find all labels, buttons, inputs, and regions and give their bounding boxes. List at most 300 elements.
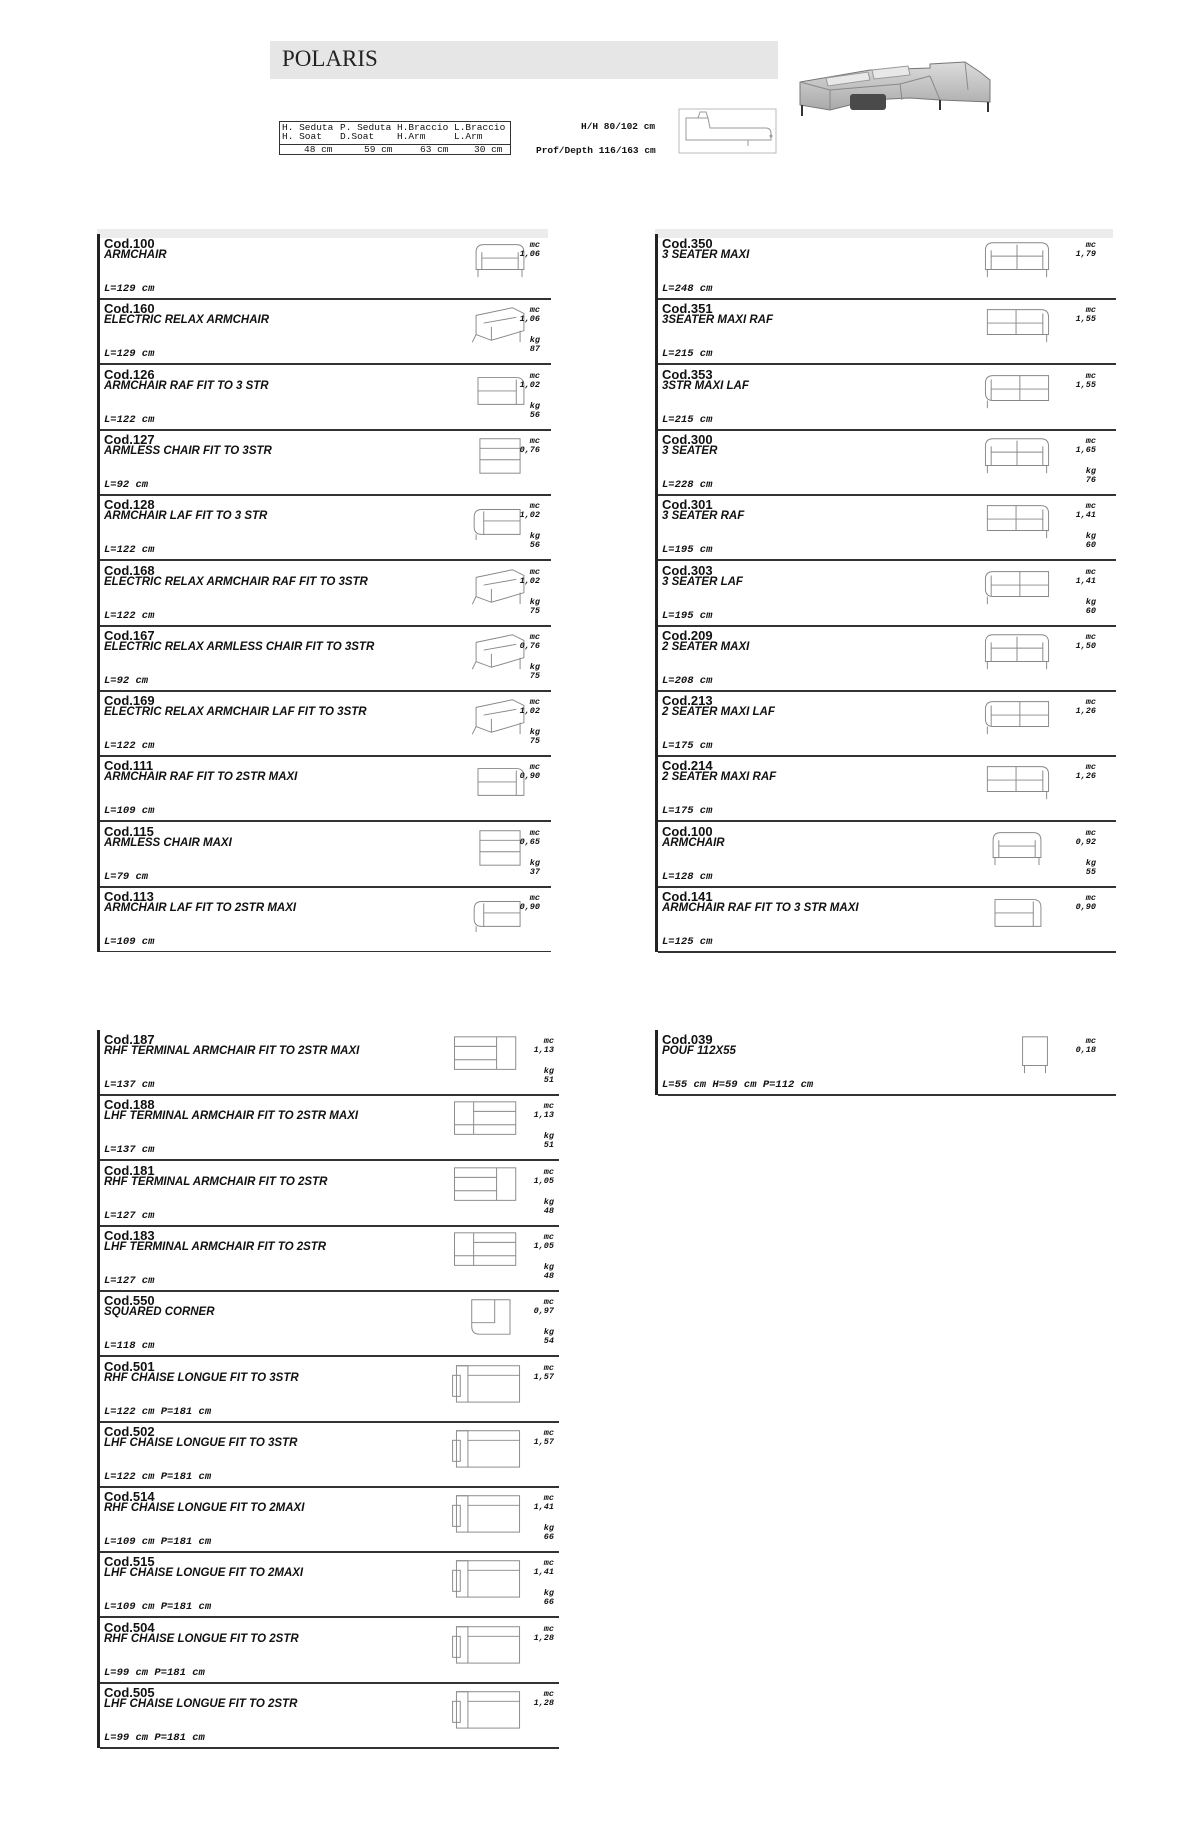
item-dimensions: L=129 cm (104, 348, 155, 361)
mc-value: 0,18 (1075, 1045, 1096, 1055)
spec-value-seat-depth: 59 cm (364, 144, 393, 155)
mc-label: mc (543, 1362, 554, 1373)
volume-mc (514, 1037, 554, 1055)
catalog-row (100, 365, 551, 431)
mc-value: 0,90 (1075, 902, 1096, 912)
mc-value: 1,55 (1075, 314, 1096, 325)
item-dimensions: L=215 cm (662, 348, 713, 361)
item-dimensions: L=175 cm (662, 740, 713, 753)
mc-value: 1,06 (519, 314, 540, 325)
item-dimensions: L=122 cm P=181 cm (104, 1405, 212, 1418)
item-code: Cod.181 (104, 1162, 155, 1178)
sofa-laf-drawing-icon (978, 564, 1056, 608)
item-dimensions: L=125 cm (662, 936, 713, 948)
side-profile-drawing (678, 108, 778, 154)
sofa-raf-drawing-icon (978, 498, 1056, 542)
catalog-row (658, 430, 1116, 496)
volume-mc (500, 763, 540, 781)
weight-kg (500, 924, 540, 933)
kg-label: kg (543, 1131, 554, 1142)
item-code: Cod.126 (104, 366, 155, 382)
mc-value: 0,92 (1075, 836, 1096, 847)
volume-mc (500, 372, 540, 390)
height-dimension: H/H 80/102 cm (581, 121, 656, 132)
weight-kg (514, 1720, 554, 1729)
mc-value: 0,76 (519, 640, 540, 651)
item-description: SQUARED CORNER (104, 1306, 215, 1319)
weight-kg (1056, 271, 1096, 280)
weight-kg (500, 467, 540, 476)
item-dimensions: L=109 cm P=181 cm (104, 1536, 212, 1549)
item-description: ELECTRIC RELAX ARMCHAIR LAF FIT TO 3STR (104, 706, 367, 719)
volume-mc (514, 1298, 554, 1316)
mc-label: mc (543, 1623, 554, 1634)
weight-kg (514, 1328, 554, 1346)
raf-drawing-icon (978, 890, 1056, 934)
item-description: 3SEATER MAXI RAF (662, 314, 773, 327)
weight-kg (1056, 793, 1096, 802)
item-description: ARMCHAIR RAF FIT TO 3 STR MAXI (662, 902, 859, 914)
weight-kg (500, 402, 540, 420)
weight-kg (1056, 402, 1096, 411)
mc-value: 1,02 (519, 706, 540, 717)
depth-dimension: Prof/Depth 116/163 cm (536, 145, 656, 156)
mc-label: mc (1085, 893, 1096, 903)
weight-kg (514, 1263, 554, 1281)
weight-kg (514, 1067, 554, 1085)
weight-kg (500, 859, 540, 877)
item-dimensions: L=137 cm (104, 1144, 155, 1157)
item-dimensions: L=208 cm (662, 674, 713, 687)
item-code: Cod.213 (662, 693, 713, 709)
spec-col1-en: H. Soat (282, 131, 322, 142)
mc-label: mc (1085, 1036, 1096, 1046)
mc-label: mc (1085, 435, 1096, 446)
spec-value-seat-height: 48 cm (304, 144, 333, 155)
kg-label: kg (1085, 465, 1096, 476)
volume-mc (1056, 502, 1096, 520)
sofa-drawing-icon (978, 433, 1056, 477)
catalog-row (100, 1683, 559, 1749)
sofa-raf-drawing-icon (978, 759, 1056, 803)
spec-col3-it: H.Braccio (397, 122, 449, 133)
mc-value: 0,65 (519, 836, 540, 847)
item-code: Cod.550 (104, 1293, 155, 1309)
column-pouf (655, 1030, 1116, 1095)
weight-kg (1056, 336, 1096, 345)
weight-kg (514, 1459, 554, 1468)
item-code: Cod.353 (662, 366, 713, 382)
catalog-row (100, 756, 551, 822)
kg-value: 75 (529, 605, 540, 616)
catalog-row (658, 495, 1116, 561)
spec-col2-en: D.Soat (340, 131, 375, 142)
item-dimensions: L=122 cm (104, 609, 155, 622)
item-description: 2 SEATER MAXI (662, 640, 750, 653)
volume-mc (1056, 633, 1096, 651)
item-dimensions: L=109 cm (104, 805, 155, 818)
volume-mc (1056, 829, 1096, 847)
item-code: Cod.167 (104, 627, 155, 643)
item-code: Cod.100 (662, 823, 713, 839)
item-dimensions: L=248 cm (662, 283, 713, 295)
item-description: 2 SEATER MAXI LAF (662, 706, 775, 719)
sofa-drawing-icon (978, 629, 1056, 673)
item-dimensions: L=129 cm (104, 283, 155, 295)
kg-value: 66 (543, 1597, 554, 1608)
item-code: Cod.127 (104, 431, 155, 447)
item-code: Cod.502 (104, 1423, 155, 1439)
mc-label: mc (529, 893, 540, 903)
volume-mc (514, 1625, 554, 1643)
catalog-row (100, 822, 551, 888)
kg-label: kg (543, 1523, 554, 1534)
kg-value: 75 (529, 736, 540, 747)
mc-value: 1,41 (1075, 510, 1096, 521)
catalog-row (658, 887, 1116, 953)
volume-mc (514, 1168, 554, 1186)
weight-kg (514, 1589, 554, 1607)
mc-value: 1,41 (1075, 575, 1096, 586)
volume-mc (1056, 568, 1096, 586)
mc-label: mc (1085, 305, 1096, 316)
item-code: Cod.113 (104, 889, 154, 904)
catalog-row (100, 495, 551, 561)
sofa-laf-drawing-icon (978, 694, 1056, 738)
weight-kg (1056, 532, 1096, 550)
item-dimensions: L=137 cm (104, 1079, 155, 1091)
item-code: Cod.501 (104, 1358, 155, 1374)
mc-label: mc (543, 1427, 554, 1438)
kg-value: 76 (1085, 474, 1096, 485)
catalog-row (658, 234, 1116, 300)
item-code: Cod.300 (662, 431, 713, 447)
spec-values (280, 144, 510, 155)
kg-value: 54 (543, 1336, 554, 1347)
sofa-drawing-icon (978, 237, 1056, 281)
kg-value: 75 (529, 670, 540, 681)
volume-mc (500, 306, 540, 324)
mc-label: mc (543, 1493, 554, 1504)
weight-kg (514, 1524, 554, 1542)
weight-kg (514, 1655, 554, 1664)
mc-label: mc (543, 1297, 554, 1308)
catalog-row (658, 561, 1116, 627)
mc-label: mc (529, 631, 540, 642)
mc-value: 1,55 (1075, 379, 1096, 390)
volume-mc (1056, 241, 1096, 259)
mc-label: mc (529, 827, 540, 838)
mc-value: 1,57 (533, 1371, 554, 1382)
mc-value: 0,90 (519, 771, 540, 782)
item-description: ARMCHAIR RAF FIT TO 2STR MAXI (104, 771, 298, 784)
item-description: LHF CHAISE LONGUE FIT TO 2STR (104, 1698, 298, 1710)
item-description: RHF TERMINAL ARMCHAIR FIT TO 2STR (104, 1175, 328, 1188)
volume-mc (500, 241, 540, 259)
kg-value: 48 (543, 1270, 554, 1281)
weight-kg (1056, 663, 1096, 672)
volume-mc (514, 1494, 554, 1512)
weight-kg (500, 271, 540, 280)
catalog-row (100, 1422, 559, 1488)
item-code: Cod.188 (104, 1097, 155, 1113)
volume-mc (500, 502, 540, 520)
item-description: LHF CHAISE LONGUE FIT TO 3STR (104, 1436, 298, 1449)
item-code: Cod.214 (662, 758, 713, 774)
mc-value: 1,28 (533, 1698, 554, 1708)
kg-value: 66 (543, 1532, 554, 1543)
item-description: RHF CHAISE LONGUE FIT TO 2STR (104, 1632, 299, 1645)
volume-mc (500, 829, 540, 847)
title-band (270, 41, 778, 79)
spec-col4-en: L.Arm (454, 131, 483, 142)
kg-value: 56 (529, 540, 540, 551)
mc-value: 1,02 (519, 575, 540, 586)
catalog-row (658, 756, 1116, 822)
catalog-row (100, 561, 551, 627)
mc-label: mc (1085, 762, 1096, 773)
item-code: Cod.515 (104, 1554, 155, 1570)
mc-value: 1,41 (533, 1502, 554, 1513)
mc-value: 1,13 (533, 1045, 554, 1055)
mc-value: 0,76 (519, 444, 540, 455)
weight-kg (1056, 859, 1096, 877)
volume-mc (1056, 894, 1096, 912)
column-armchairs (97, 234, 551, 952)
mc-label: mc (529, 697, 540, 708)
volume-mc (1056, 306, 1096, 324)
item-description: LHF TERMINAL ARMCHAIR FIT TO 2STR (104, 1240, 327, 1253)
mc-value: 1,57 (533, 1436, 554, 1447)
catalog-row (100, 691, 551, 757)
kg-label: kg (1085, 596, 1096, 607)
mc-label: mc (529, 435, 540, 446)
item-dimensions: L=55 cm H=59 cm P=112 cm (662, 1079, 814, 1091)
catalog-row (100, 1030, 559, 1096)
item-description: LHF TERMINAL ARMCHAIR FIT TO 2STR MAXI (104, 1110, 359, 1123)
mc-label: mc (543, 1689, 554, 1699)
item-dimensions: L=99 cm P=181 cm (104, 1666, 205, 1679)
page-title: POLARIS (282, 46, 378, 71)
kg-label: kg (529, 400, 540, 411)
mc-label: mc (529, 566, 540, 577)
catalog-row (100, 887, 551, 952)
mc-value: 1,26 (1075, 771, 1096, 782)
spec-value-arm-width: 30 cm (474, 144, 503, 155)
sofa-raf-drawing-icon (978, 302, 1056, 346)
mc-value: 1,06 (519, 249, 540, 259)
volume-mc (514, 1102, 554, 1120)
item-dimensions: L=109 cm (104, 936, 155, 948)
catalog-row (658, 626, 1116, 692)
catalog-row (100, 1357, 559, 1423)
mc-value: 1,28 (533, 1632, 554, 1643)
spec-col4-it: L.Braccio (454, 122, 506, 133)
weight-kg (1056, 598, 1096, 616)
mc-label: mc (1085, 697, 1096, 708)
item-description: 3 SEATER RAF (662, 510, 745, 523)
mc-label: mc (1085, 631, 1096, 642)
item-code: Cod.350 (662, 236, 713, 251)
item-description: ARMLESS CHAIR FIT TO 3STR (104, 444, 272, 457)
kg-value: 37 (529, 866, 540, 877)
kg-label: kg (529, 727, 540, 738)
volume-mc (500, 633, 540, 651)
item-description: 3 SEATER (662, 444, 718, 457)
volume-mc (514, 1429, 554, 1447)
mc-value: 1,02 (519, 379, 540, 390)
item-description: ELECTRIC RELAX ARMLESS CHAIR FIT TO 3STR (104, 640, 375, 653)
mc-value: 1,65 (1075, 444, 1096, 455)
kg-label: kg (1085, 531, 1096, 542)
catalog-row (658, 822, 1116, 888)
spec-col3-en: H.Arm (397, 131, 426, 142)
mc-label: mc (529, 370, 540, 381)
mc-label: mc (529, 501, 540, 512)
mc-value: 1,13 (533, 1110, 554, 1121)
mc-value: 1,41 (533, 1567, 554, 1578)
item-dimensions: L=92 cm (104, 478, 149, 491)
item-description: ARMCHAIR RAF FIT TO 3 STR (104, 379, 269, 392)
item-dimensions: L=109 cm P=181 cm (104, 1601, 212, 1614)
mc-value: 1,05 (533, 1240, 554, 1251)
sofa-laf-drawing-icon (978, 368, 1056, 412)
kg-label: kg (529, 857, 540, 868)
item-code: Cod.514 (104, 1489, 155, 1505)
item-dimensions: L=122 cm P=181 cm (104, 1470, 212, 1483)
item-dimensions: L=118 cm (104, 1340, 155, 1353)
item-description: RHF TERMINAL ARMCHAIR FIT TO 2STR MAXI (104, 1045, 360, 1057)
kg-value: 60 (1085, 605, 1096, 616)
volume-mc (514, 1690, 554, 1708)
kg-label: kg (529, 335, 540, 346)
mc-value: 1,02 (519, 510, 540, 521)
item-dimensions: L=79 cm (104, 870, 149, 883)
volume-mc (500, 568, 540, 586)
weight-kg (500, 598, 540, 616)
volume-mc (1056, 1037, 1096, 1055)
item-code: Cod.183 (104, 1227, 155, 1243)
spec-value-arm-height: 63 cm (420, 144, 449, 155)
volume-mc (500, 437, 540, 455)
item-code: Cod.168 (104, 562, 155, 578)
kg-value: 60 (1085, 540, 1096, 551)
item-dimensions: L=122 cm (104, 740, 155, 753)
item-description: ARMCHAIR (662, 836, 725, 849)
mc-label: mc (1085, 827, 1096, 838)
item-dimensions: L=195 cm (662, 544, 713, 557)
item-code: Cod.187 (104, 1032, 155, 1047)
item-description: 3STR MAXI LAF (662, 379, 749, 392)
mc-label: mc (543, 1036, 554, 1046)
catalog-row (658, 365, 1116, 431)
item-dimensions: L=175 cm (662, 805, 713, 818)
item-dimensions: L=215 cm (662, 413, 713, 426)
catalog-row (100, 626, 551, 692)
weight-kg (500, 532, 540, 550)
mc-label: mc (543, 1166, 554, 1177)
item-code: Cod.115 (104, 823, 154, 839)
mc-value: 0,90 (519, 902, 540, 912)
item-description: ARMCHAIR LAF FIT TO 3 STR (104, 510, 268, 523)
item-dimensions: L=128 cm (662, 870, 713, 883)
item-code: Cod.303 (662, 562, 713, 578)
item-code: Cod.209 (662, 627, 713, 643)
sofa-product-photo (790, 50, 1000, 130)
weight-kg (1056, 924, 1096, 933)
kg-label: kg (1085, 857, 1096, 868)
item-dimensions: L=127 cm (104, 1209, 155, 1222)
volume-mc (1056, 437, 1096, 455)
column-sofas (655, 234, 1116, 952)
item-description: POUF 112X55 (662, 1045, 736, 1057)
kg-value: 56 (529, 409, 540, 420)
mc-value: 1,05 (533, 1175, 554, 1186)
item-description: LHF CHAISE LONGUE FIT TO 2MAXI (104, 1567, 304, 1580)
kg-value: 55 (1085, 866, 1096, 877)
item-description: RHF CHAISE LONGUE FIT TO 2MAXI (104, 1502, 305, 1515)
catalog-row (100, 1552, 559, 1618)
item-description: ARMCHAIR LAF FIT TO 2STR MAXI (104, 902, 297, 914)
volume-mc (1056, 763, 1096, 781)
mc-value: 0,97 (533, 1306, 554, 1317)
catalog-row (100, 234, 551, 300)
item-dimensions: L=127 cm (104, 1274, 155, 1287)
mc-label: mc (529, 762, 540, 773)
kg-value: 48 (543, 1205, 554, 1216)
catalog-row (658, 299, 1116, 365)
item-code: Cod.504 (104, 1619, 155, 1635)
item-dimensions: L=195 cm (662, 609, 713, 622)
mc-value: 1,50 (1075, 640, 1096, 651)
item-code: Cod.111 (104, 758, 154, 774)
weight-kg (1056, 467, 1096, 485)
item-dimensions: L=228 cm (662, 478, 713, 491)
item-description: ELECTRIC RELAX ARMCHAIR RAF FIT TO 3STR (104, 575, 368, 588)
item-description: 3 SEATER MAXI (662, 249, 750, 261)
mc-label: mc (1085, 370, 1096, 381)
weight-kg (500, 663, 540, 681)
catalog-row (658, 1030, 1116, 1096)
catalog-row (100, 1291, 559, 1357)
spec-col2-it: P. Seduta (340, 122, 392, 133)
item-description: 3 SEATER LAF (662, 575, 743, 588)
kg-label: kg (543, 1327, 554, 1338)
weight-kg (1056, 728, 1096, 737)
volume-mc (514, 1364, 554, 1382)
item-code: Cod.169 (104, 693, 155, 709)
item-code: Cod.505 (104, 1685, 155, 1700)
catalog-row (658, 691, 1116, 757)
kg-label: kg (543, 1196, 554, 1207)
volume-mc (514, 1559, 554, 1577)
weight-kg (514, 1198, 554, 1216)
item-description: 2 SEATER MAXI RAF (662, 771, 777, 784)
kg-label: kg (543, 1588, 554, 1599)
item-dimensions: L=122 cm (104, 413, 155, 426)
mc-label: mc (1085, 240, 1096, 250)
mc-label: mc (543, 1231, 554, 1242)
item-dimensions: L=99 cm P=181 cm (104, 1732, 205, 1744)
mc-label: mc (1085, 566, 1096, 577)
item-dimensions: L=92 cm (104, 674, 149, 687)
mc-label: mc (543, 1101, 554, 1112)
catalog-row (100, 1161, 559, 1227)
item-description: RHF CHAISE LONGUE FIT TO 3STR (104, 1371, 299, 1384)
catalog-row (100, 1618, 559, 1684)
weight-kg (500, 793, 540, 802)
item-description: ARMCHAIR (104, 249, 167, 261)
